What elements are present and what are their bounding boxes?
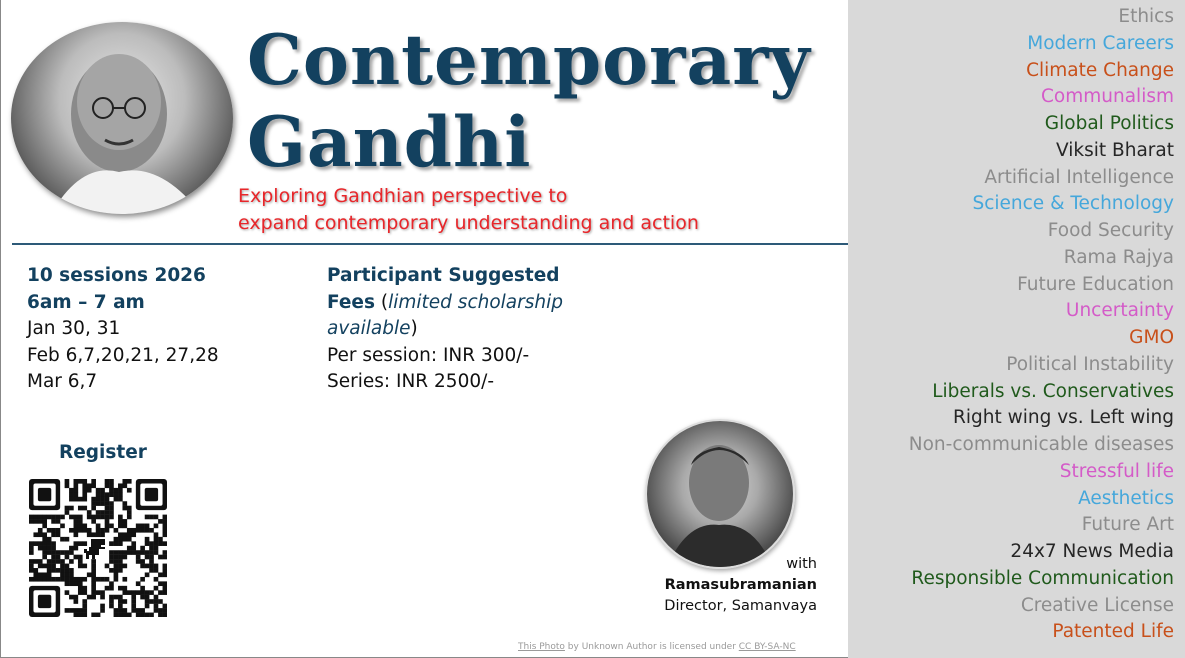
fees-block bbox=[327, 263, 587, 396]
topic-item: Right wing vs. Left wing bbox=[953, 407, 1174, 429]
sessions-heading: 10 sessions 2026 bbox=[27, 265, 206, 286]
topic-item: GMO bbox=[1129, 327, 1174, 348]
topic-item: Ethics bbox=[1118, 6, 1174, 27]
topics-panel bbox=[848, 0, 1185, 658]
sessions-block bbox=[27, 263, 219, 396]
speaker-role: Director, Samanvaya bbox=[664, 598, 817, 614]
topic-item: Liberals vs. Conservatives bbox=[932, 380, 1174, 402]
topic-item: Artificial Intelligence bbox=[984, 166, 1174, 188]
session-dates-3: Mar 6,7 bbox=[27, 371, 98, 392]
fees-close-paren: ) bbox=[410, 318, 418, 339]
topic-item: Responsible Communication bbox=[911, 567, 1174, 589]
subtitle-line-1: Exploring Gandhian perspective to bbox=[238, 185, 568, 207]
gandhi-portrait-sketch bbox=[11, 22, 233, 214]
topic-item: Modern Careers bbox=[1027, 32, 1174, 54]
divider bbox=[12, 243, 849, 245]
speaker-credit bbox=[664, 554, 817, 617]
topics-list bbox=[909, 4, 1174, 646]
topic-item: Creative License bbox=[1020, 594, 1174, 616]
topic-item: Uncertainty bbox=[1065, 300, 1174, 322]
topic-item: Aesthetics bbox=[1078, 487, 1174, 509]
title-line-1: Contemporary bbox=[247, 20, 811, 101]
subtitle-line-2: expand contemporary understanding and action bbox=[238, 212, 699, 234]
topic-item: Science & Technology bbox=[972, 193, 1174, 215]
speaker-portrait-sketch bbox=[647, 421, 793, 567]
topic-item: Future Education bbox=[1017, 273, 1174, 295]
topic-item: Patented Life bbox=[1052, 621, 1174, 643]
topic-item: Food Security bbox=[1047, 220, 1174, 241]
attribution-text: by Unknown Author is licensed under bbox=[564, 642, 739, 652]
fees-heading: Participant Suggested bbox=[327, 265, 560, 286]
subtitle bbox=[238, 183, 699, 237]
topic-item: Stressful life bbox=[1059, 460, 1174, 482]
with-label: with bbox=[786, 556, 817, 572]
fees-heading-line-2 bbox=[327, 290, 587, 343]
attribution-license-link[interactable]: CC BY-SA-NC bbox=[738, 642, 796, 652]
fee-series: Series: INR 2500/- bbox=[327, 371, 495, 392]
fee-per-session: Per session: INR 300/- bbox=[327, 344, 530, 366]
register-qr-code[interactable] bbox=[29, 479, 167, 617]
topic-item: Political Instability bbox=[1006, 353, 1174, 375]
title-line-2: Gandhi bbox=[247, 102, 532, 183]
topic-item: Viksit Bharat bbox=[1056, 139, 1174, 161]
topic-item: Climate Change bbox=[1026, 59, 1174, 81]
gandhi-photo bbox=[11, 22, 233, 214]
topic-item: Communalism bbox=[1040, 86, 1174, 108]
topic-item: Global Politics bbox=[1044, 113, 1174, 134]
qr-code-icon bbox=[29, 479, 167, 617]
register-label: Register bbox=[59, 442, 147, 463]
topic-item: Rama Rajya bbox=[1063, 246, 1174, 268]
topic-item: Future Art bbox=[1081, 514, 1174, 536]
session-dates-1: Jan 30, 31 bbox=[27, 318, 121, 339]
sessions-time: 6am – 7 am bbox=[27, 291, 145, 313]
session-dates-2: Feb 6,7,20,21, 27,28 bbox=[27, 344, 219, 366]
attribution-photo-link[interactable]: This Photo bbox=[518, 642, 565, 652]
fees-open-paren: ( bbox=[380, 291, 389, 313]
topic-item: Non-communicable diseases bbox=[908, 434, 1174, 455]
fees-label: Fees bbox=[327, 291, 375, 313]
scholarship-note: limited scholarship available bbox=[327, 291, 563, 339]
speaker-photo bbox=[645, 419, 795, 569]
speaker-name: Ramasubramanian bbox=[664, 577, 817, 593]
page-title bbox=[247, 20, 811, 184]
photo-attribution bbox=[518, 642, 796, 652]
topic-item: 24x7 News Media bbox=[1010, 541, 1174, 562]
